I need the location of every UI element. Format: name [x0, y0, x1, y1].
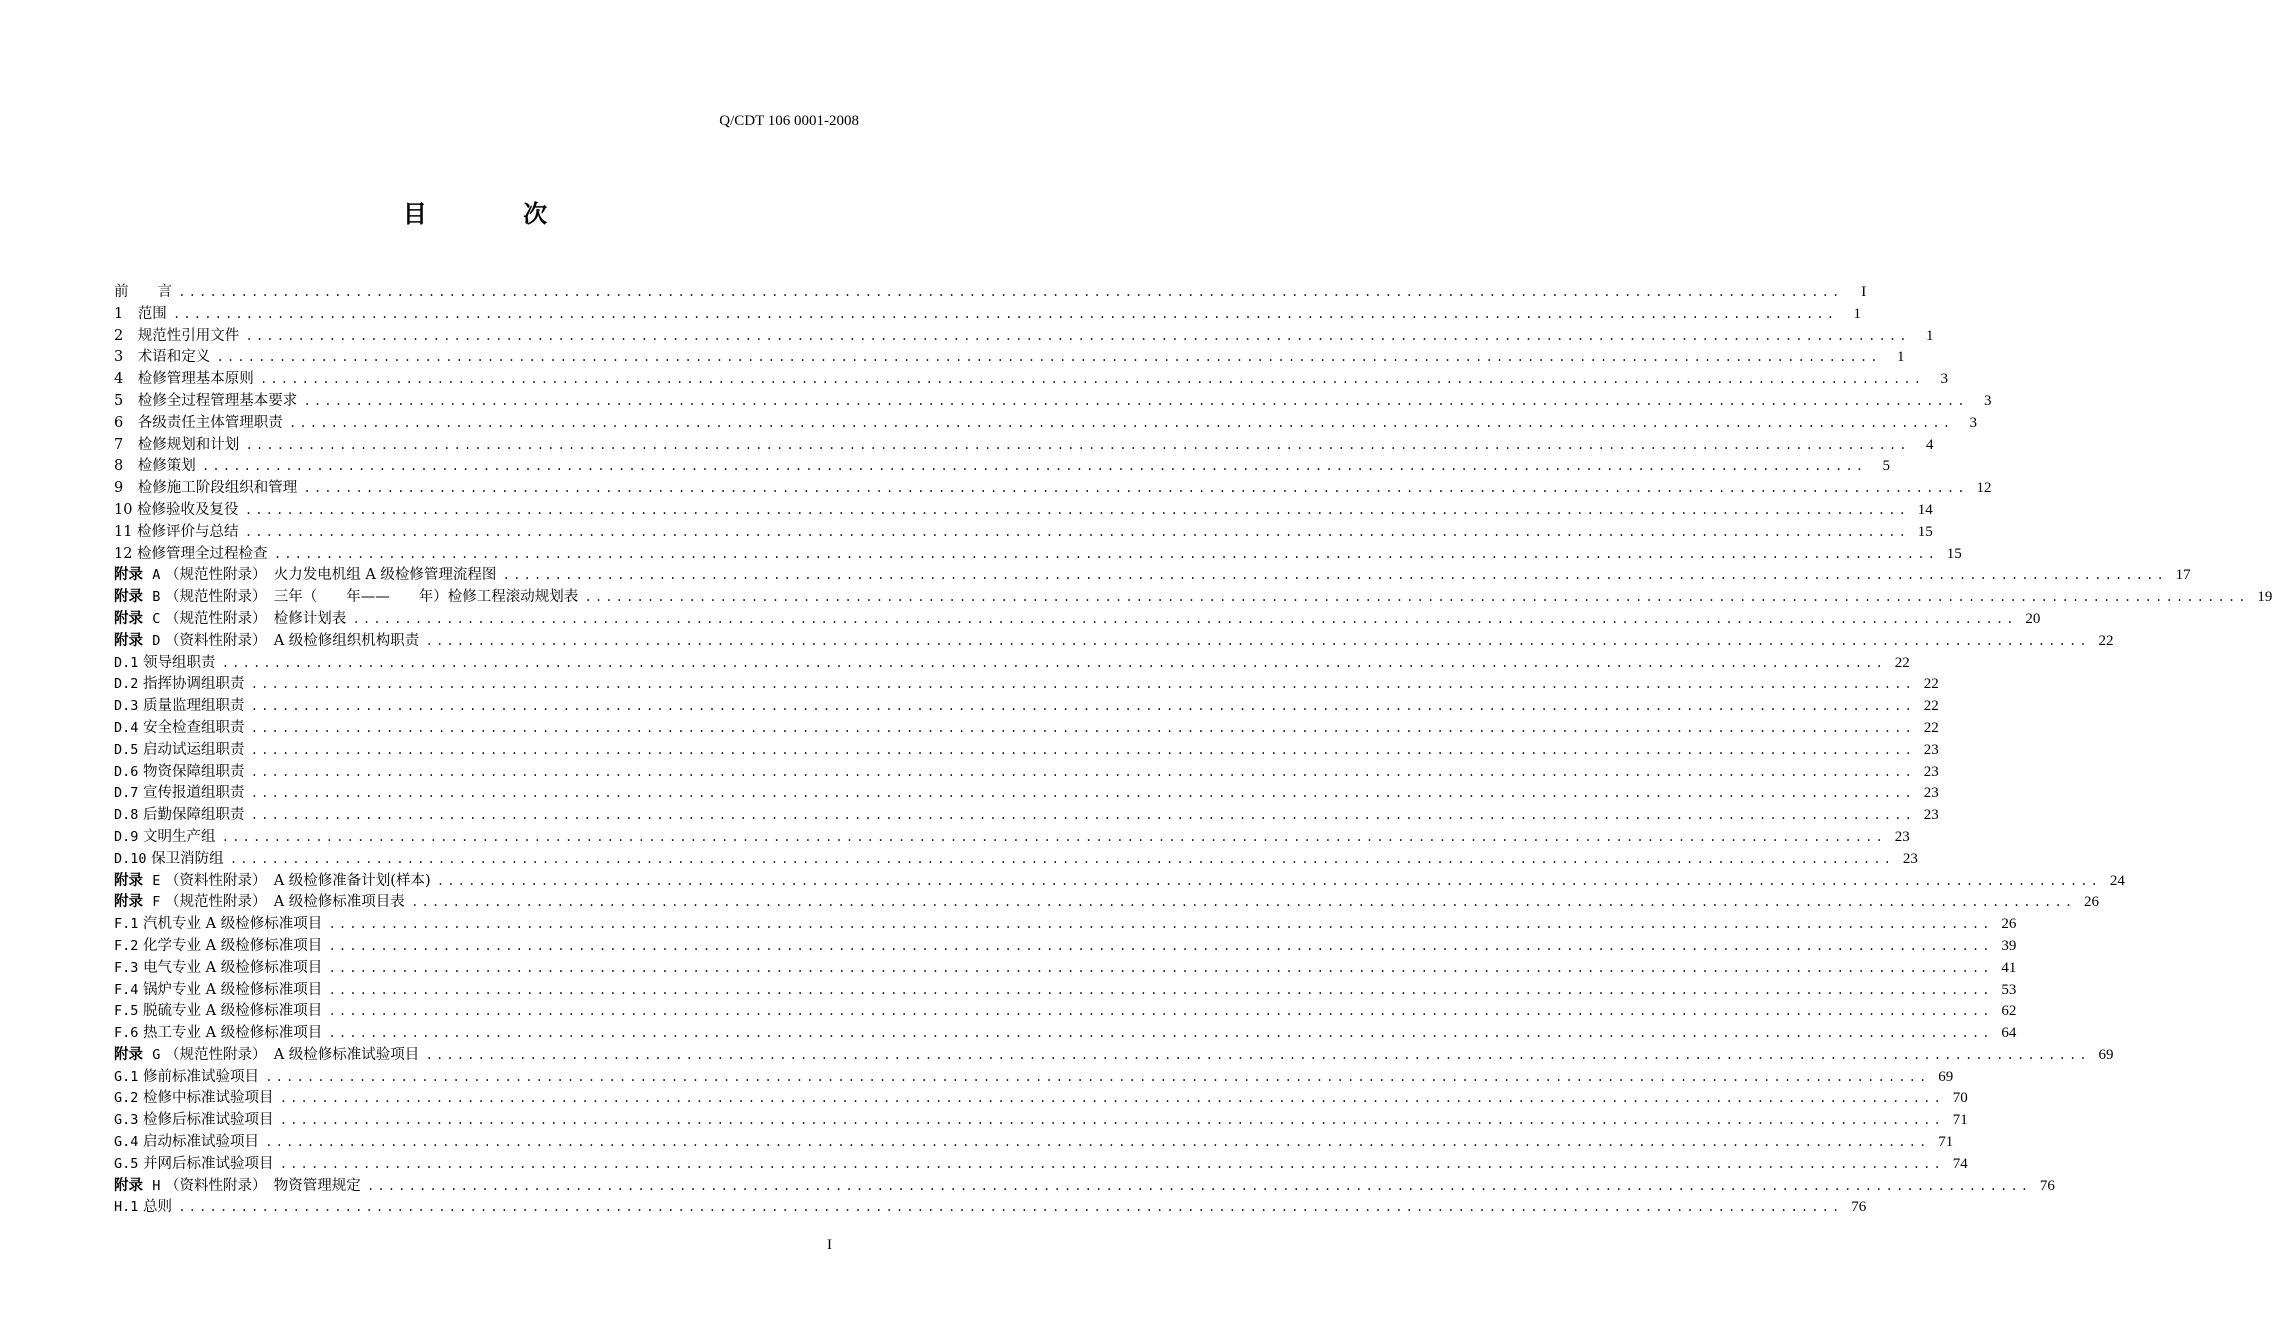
- toc-entry[interactable]: [114, 1021, 2017, 1043]
- dot-leader: ................................................................................................................................................................: [502, 568, 2167, 584]
- toc-entry-label: [114, 585, 578, 606]
- toc-entry-title: （资料性附录） A 级检修准备计划(样本): [164, 872, 431, 889]
- dot-leader: ................................................................................................................................................................: [425, 1047, 2090, 1063]
- toc-entry[interactable]: [114, 1130, 1954, 1152]
- section-code: D.5: [114, 741, 139, 758]
- toc-entry-label: [114, 1108, 274, 1129]
- dot-leader: ................................................................................................................................................................: [201, 459, 1866, 475]
- toc-entry-title: （规范性附录） A 级检修标准项目表: [164, 894, 405, 911]
- toc-entry-page: 3: [1940, 371, 1948, 388]
- section-code: F.5: [114, 1003, 139, 1020]
- dot-leader: ................................................................................................................................................................: [245, 437, 1910, 453]
- toc-entry-page: 69: [2098, 1046, 2114, 1063]
- toc-entry-title: 文明生产组: [143, 828, 216, 845]
- dot-leader: ................................................................................................................................................................: [245, 328, 1910, 344]
- toc-entry-page: 24: [2109, 872, 2125, 889]
- toc-entry[interactable]: [114, 694, 1939, 716]
- toc-entry-page: 74: [1952, 1155, 1968, 1172]
- toc-entry-page: 15: [1917, 523, 1933, 540]
- dot-leader: ................................................................................................................................................................: [273, 546, 1938, 562]
- section-code: F.3: [114, 959, 139, 976]
- dot-leader: ................................................................................................................................................................: [250, 742, 1915, 758]
- toc-entry-title: 启动标准试验项目: [143, 1134, 259, 1151]
- toc-entry-title: 1 范围: [114, 305, 167, 322]
- dot-leader: ................................................................................................................................................................: [410, 895, 2076, 911]
- toc-entry-label: [114, 302, 167, 323]
- toc-entry-page: 71: [1952, 1112, 1968, 1129]
- toc-entry-label: [114, 716, 245, 737]
- toc-entry-label: [114, 542, 268, 563]
- toc-entry-page: 39: [2001, 937, 2017, 954]
- toc-entry-page: 23: [1923, 785, 1939, 802]
- toc-entry-label: [114, 1130, 259, 1151]
- appendix-prefix: 附录: [114, 872, 143, 889]
- toc-entry-title: 启动试运组职责: [143, 741, 245, 758]
- toc-entry-label: [114, 781, 245, 802]
- toc-entry[interactable]: [114, 825, 1910, 847]
- toc-entry-title: 保卫消防组: [151, 850, 224, 867]
- appendix-letter: B: [152, 589, 161, 606]
- toc-entry-label: [114, 476, 297, 497]
- dot-leader: ................................................................................................................................................................: [259, 372, 1924, 388]
- appendix-letter: A: [152, 567, 161, 584]
- dot-leader: ................................................................................................................................................................: [178, 285, 1843, 300]
- dot-leader: ................................................................................................................................................................: [366, 1178, 2031, 1194]
- section-code: D.4: [114, 719, 139, 736]
- section-code: G.2: [114, 1090, 139, 1107]
- toc-entry-label: [114, 1195, 172, 1216]
- toc-entry-label: [114, 869, 431, 890]
- dot-leader: ................................................................................................................................................................: [279, 1113, 1944, 1129]
- page-title: 目 次: [402, 200, 592, 228]
- toc-entry-label: [114, 520, 239, 541]
- toc-entry-title: 7 检修规划和计划: [114, 436, 240, 453]
- toc-entry-title: （规范性附录） A 级检修标准试验项目: [164, 1046, 420, 1063]
- toc-entry-page: 5: [1882, 458, 1890, 475]
- dot-leader: ................................................................................................................................................................: [303, 481, 1968, 497]
- appendix-letter: H: [152, 1177, 161, 1194]
- dot-leader: ................................................................................................................................................................: [178, 1200, 1843, 1216]
- toc-entry-title: 物资保障组职责: [143, 763, 245, 780]
- section-code: F.1: [114, 916, 139, 933]
- appendix-prefix: 附录: [114, 1046, 143, 1063]
- toc-entry-page: 22: [1923, 698, 1939, 715]
- toc-entry[interactable]: [114, 476, 1992, 498]
- toc-entry-page: 1: [1925, 327, 1934, 344]
- appendix-prefix: 附录: [114, 610, 143, 627]
- dot-leader: ................................................................................................................................................................: [279, 1091, 1944, 1107]
- dot-leader: ................................................................................................................................................................: [244, 524, 1909, 540]
- toc-entry[interactable]: [114, 367, 1948, 389]
- toc-entry-title: 热工专业 A 级检修标准项目: [143, 1025, 323, 1042]
- toc-entry-title: 前 言: [114, 284, 172, 300]
- table-of-contents: [114, 280, 2272, 1217]
- toc-entry[interactable]: [114, 454, 1890, 476]
- toc-entry-title: 电气专业 A 级检修标准项目: [143, 959, 323, 976]
- toc-entry[interactable]: [114, 563, 2191, 585]
- toc-entry[interactable]: [114, 607, 2041, 629]
- section-code: D.10: [114, 850, 147, 867]
- toc-entry-title: 质量监理组职责: [143, 698, 245, 715]
- standard-code: Q/CDT 106 0001-2008: [719, 113, 859, 129]
- dot-leader: ................................................................................................................................................................: [216, 350, 1881, 366]
- toc-entry-title: 领导组职责: [143, 654, 216, 671]
- toc-entry-label: [114, 694, 245, 715]
- toc-entry-page: 69: [1938, 1068, 1954, 1085]
- toc-entry-label: [114, 324, 239, 345]
- toc-entry-title: 指挥协调组职责: [143, 676, 245, 693]
- toc-entry-page: 64: [2001, 1025, 2017, 1042]
- toc-entry-page: 22: [1923, 719, 1939, 736]
- toc-entry-label: [114, 672, 245, 693]
- toc-entry[interactable]: [114, 280, 1867, 302]
- toc-entry[interactable]: [114, 738, 1939, 760]
- toc-entry-label: [114, 345, 210, 366]
- toc-entry-title: 8 检修策划: [114, 458, 196, 475]
- dot-leader: ................................................................................................................................................................: [250, 808, 1915, 824]
- toc-entry[interactable]: [114, 672, 1939, 694]
- section-code: D.2: [114, 676, 139, 693]
- toc-entry-page: 41: [2001, 959, 2017, 976]
- toc-entry-page: 23: [1894, 828, 1910, 845]
- section-code: D.7: [114, 785, 139, 802]
- toc-entry-page: 76: [1851, 1199, 1867, 1216]
- toc-entry[interactable]: [114, 1195, 1867, 1217]
- toc-entry-label: [114, 411, 283, 432]
- appendix-letter: E: [152, 872, 161, 889]
- dot-leader: ................................................................................................................................................................: [328, 1026, 1993, 1042]
- toc-entry-page: 22: [1894, 654, 1910, 671]
- toc-entry-title: 安全检查组职责: [143, 719, 245, 736]
- dot-leader: ................................................................................................................................................................: [436, 873, 2101, 889]
- toc-entry-page: 70: [1952, 1090, 1968, 1107]
- toc-entry-title: 4 检修管理基本原则: [114, 371, 254, 388]
- toc-entry-label: [114, 1086, 274, 1107]
- toc-entry-title: 汽机专业 A 级检修标准项目: [143, 916, 323, 933]
- toc-entry-page: 19: [2257, 589, 2272, 606]
- dot-leader: ................................................................................................................................................................: [328, 960, 1993, 976]
- dot-leader: ................................................................................................................................................................: [328, 1004, 1993, 1020]
- toc-entry-title: 锅炉专业 A 级检修标准项目: [143, 981, 323, 998]
- toc-entry-title: 后勤保障组职责: [143, 807, 245, 824]
- toc-entry[interactable]: [114, 912, 2017, 934]
- toc-entry[interactable]: [114, 389, 1992, 411]
- toc-entry[interactable]: [114, 956, 2017, 978]
- dot-leader: ................................................................................................................................................................: [250, 764, 1915, 780]
- toc-entry-title: 6 各级责任主体管理职责: [114, 414, 283, 431]
- toc-entry[interactable]: [114, 978, 2017, 1000]
- dot-leader: ................................................................................................................................................................: [303, 393, 1968, 409]
- toc-entry-title: 化学专业 A 级检修标准项目: [143, 937, 323, 954]
- toc-entry[interactable]: [114, 433, 1934, 455]
- toc-entry[interactable]: [114, 324, 1934, 346]
- toc-entry-title: （规范性附录） 火力发电机组 A 级检修管理流程图: [164, 567, 497, 584]
- dot-leader: ................................................................................................................................................................: [244, 502, 1909, 518]
- toc-entry-label: [114, 651, 216, 672]
- toc-entry-label: [114, 389, 297, 410]
- appendix-prefix: 附录: [114, 567, 143, 584]
- dot-leader: ................................................................................................................................................................: [265, 1135, 1930, 1151]
- toc-entry-page: 4: [1925, 436, 1934, 453]
- toc-entry-page: 1: [1896, 349, 1905, 366]
- section-code: G.3: [114, 1112, 139, 1129]
- toc-entry[interactable]: [114, 411, 1977, 433]
- appendix-letter: G: [152, 1046, 161, 1063]
- section-code: G.1: [114, 1068, 139, 1085]
- toc-entry-page: 3: [1969, 414, 1977, 431]
- toc-entry[interactable]: [114, 1152, 1968, 1174]
- dot-leader: ................................................................................................................................................................: [328, 917, 1993, 933]
- toc-entry-page: 26: [2084, 894, 2100, 911]
- toc-entry-page: 3: [1983, 392, 1992, 409]
- toc-entry-label: [114, 978, 322, 999]
- toc-entry-title: 修前标准试验项目: [143, 1068, 259, 1085]
- toc-entry[interactable]: [114, 585, 2272, 607]
- toc-entry-page: 53: [2001, 981, 2017, 998]
- toc-entry[interactable]: [114, 651, 1910, 673]
- toc-entry[interactable]: [114, 1086, 1968, 1108]
- toc-entry[interactable]: [114, 781, 1939, 803]
- toc-entry-label: [114, 563, 496, 584]
- toc-entry[interactable]: [114, 869, 2125, 891]
- toc-entry-page: 23: [1923, 763, 1939, 780]
- dot-leader: ................................................................................................................................................................: [288, 415, 1953, 431]
- toc-entry-title: 脱硫专业 A 级检修标准项目: [143, 1003, 323, 1020]
- section-code: D.3: [114, 698, 139, 715]
- section-code: F.6: [114, 1025, 139, 1042]
- toc-entry-label: [114, 847, 224, 868]
- dot-leader: ................................................................................................................................................................: [250, 720, 1915, 736]
- toc-entry[interactable]: [114, 345, 1905, 367]
- toc-entry-title: （规范性附录） 三年（ 年—— 年）检修工程滚动规划表: [164, 589, 579, 606]
- page-number: I: [827, 1237, 832, 1253]
- toc-entry-page: I: [1861, 284, 1867, 300]
- toc-entry-label: [114, 1065, 259, 1086]
- toc-entry-title: 10 检修验收及复役: [114, 501, 239, 518]
- dot-leader: ................................................................................................................................................................: [584, 590, 2249, 606]
- toc-entry[interactable]: [114, 1108, 1968, 1130]
- toc-entry-label: [114, 912, 322, 933]
- toc-entry-label: [114, 760, 245, 781]
- toc-entry[interactable]: [114, 760, 1939, 782]
- toc-entry-label: [114, 607, 346, 628]
- dot-leader: ................................................................................................................................................................: [352, 611, 2017, 627]
- toc-entry[interactable]: [114, 803, 1939, 825]
- toc-entry[interactable]: [114, 890, 2100, 912]
- toc-entry-label: [114, 803, 245, 824]
- toc-entry-page: 15: [1946, 545, 1962, 562]
- toc-entry[interactable]: [114, 1174, 2055, 1196]
- toc-entry-page: 76: [2039, 1177, 2055, 1194]
- toc-entry-page: 22: [2098, 632, 2114, 649]
- dot-leader: ................................................................................................................................................................: [425, 633, 2090, 649]
- toc-entry-label: [114, 999, 322, 1020]
- toc-entry-label: [114, 1043, 419, 1064]
- toc-entry[interactable]: [114, 542, 1962, 564]
- toc-entry[interactable]: [114, 520, 1933, 542]
- dot-leader: ................................................................................................................................................................: [221, 829, 1886, 845]
- toc-entry[interactable]: [114, 999, 2017, 1021]
- toc-entry-title: 宣传报道组职责: [143, 785, 245, 802]
- toc-entry-title: 5 检修全过程管理基本要求: [114, 392, 298, 409]
- appendix-prefix: 附录: [114, 589, 143, 606]
- toc-entry-page: 23: [1923, 741, 1939, 758]
- dot-leader: ................................................................................................................................................................: [250, 786, 1915, 802]
- dot-leader: ................................................................................................................................................................: [265, 1069, 1930, 1085]
- toc-entry-label: [114, 280, 172, 301]
- toc-entry-page: 12: [1976, 480, 1992, 497]
- toc-entry-title: （资料性附录） A 级检修组织机构职责: [164, 632, 420, 649]
- dot-leader: ................................................................................................................................................................: [221, 655, 1886, 671]
- section-code: G.5: [114, 1155, 139, 1172]
- dot-leader: ................................................................................................................................................................: [279, 1156, 1944, 1172]
- toc-entry-page: 20: [2025, 610, 2041, 627]
- toc-entry-label: [114, 1152, 274, 1173]
- appendix-letter: C: [152, 610, 161, 627]
- toc-entry-page: 1: [1853, 305, 1861, 322]
- toc-entry-page: 62: [2001, 1003, 2017, 1020]
- appendix-prefix: 附录: [114, 1177, 143, 1194]
- toc-entry-page: 71: [1938, 1134, 1954, 1151]
- toc-entry-title: 检修中标准试验项目: [143, 1090, 274, 1107]
- toc-entry-page: 23: [1902, 850, 1918, 867]
- dot-leader: ................................................................................................................................................................: [250, 699, 1915, 715]
- appendix-prefix: 附录: [114, 894, 143, 911]
- toc-entry-page: 26: [2001, 916, 2017, 933]
- toc-entry-page: 23: [1923, 807, 1939, 824]
- toc-entry[interactable]: [114, 716, 1939, 738]
- dot-leader: ................................................................................................................................................................: [229, 851, 1894, 867]
- toc-entry-title: 总则: [143, 1199, 172, 1216]
- toc-entry-title: 检修后标准试验项目: [143, 1112, 274, 1129]
- toc-entry[interactable]: [114, 1065, 1954, 1087]
- toc-entry-title: 9 检修施工阶段组织和管理: [114, 480, 298, 497]
- section-code: F.2: [114, 937, 139, 954]
- appendix-letter: F: [152, 894, 161, 911]
- toc-entry-label: [114, 825, 216, 846]
- toc-entry[interactable]: [114, 498, 1933, 520]
- dot-leader: ................................................................................................................................................................: [328, 982, 1993, 998]
- toc-entry[interactable]: [114, 629, 2114, 651]
- toc-entry-page: 14: [1917, 501, 1933, 518]
- toc-entry-title: 11 检修评价与总结: [114, 523, 239, 540]
- section-code: D.6: [114, 763, 139, 780]
- section-code: F.4: [114, 981, 139, 998]
- toc-entry-title: 3 术语和定义: [114, 349, 211, 366]
- toc-entry-title: 并网后标准试验项目: [143, 1155, 274, 1172]
- toc-entry-label: [114, 738, 245, 759]
- toc-entry[interactable]: [114, 847, 1918, 869]
- toc-entry-label: [114, 433, 239, 454]
- toc-entry[interactable]: [114, 934, 2017, 956]
- toc-entry-label: [114, 367, 254, 388]
- section-code: D.8: [114, 807, 139, 824]
- toc-entry-page: 17: [2175, 567, 2191, 584]
- toc-entry[interactable]: [114, 302, 1861, 324]
- section-code: D.1: [114, 654, 139, 671]
- appendix-letter: D: [152, 632, 161, 649]
- toc-entry-title: （规范性附录） 检修计划表: [164, 610, 347, 627]
- toc-entry[interactable]: [114, 1043, 2114, 1065]
- toc-entry-label: [114, 1174, 361, 1195]
- toc-entry-title: 2 规范性引用文件: [114, 327, 240, 344]
- toc-entry-title: （资料性附录） 物资管理规定: [164, 1177, 361, 1194]
- section-code: H.1: [114, 1199, 139, 1216]
- toc-entry-title: 12 检修管理全过程检查: [114, 545, 268, 562]
- toc-entry-page: 22: [1923, 676, 1939, 693]
- toc-entry-label: [114, 1021, 322, 1042]
- dot-leader: ................................................................................................................................................................: [328, 938, 1993, 954]
- dot-leader: ................................................................................................................................................................: [172, 306, 1837, 322]
- dot-leader: ................................................................................................................................................................: [250, 677, 1915, 693]
- toc-entry-label: [114, 629, 419, 650]
- appendix-prefix: 附录: [114, 632, 143, 649]
- toc-entry-label: [114, 890, 405, 911]
- toc-entry-label: [114, 498, 239, 519]
- section-code: D.9: [114, 828, 139, 845]
- toc-entry-label: [114, 454, 196, 475]
- section-code: G.4: [114, 1134, 139, 1151]
- toc-entry-label: [114, 956, 322, 977]
- toc-entry-label: [114, 934, 322, 955]
